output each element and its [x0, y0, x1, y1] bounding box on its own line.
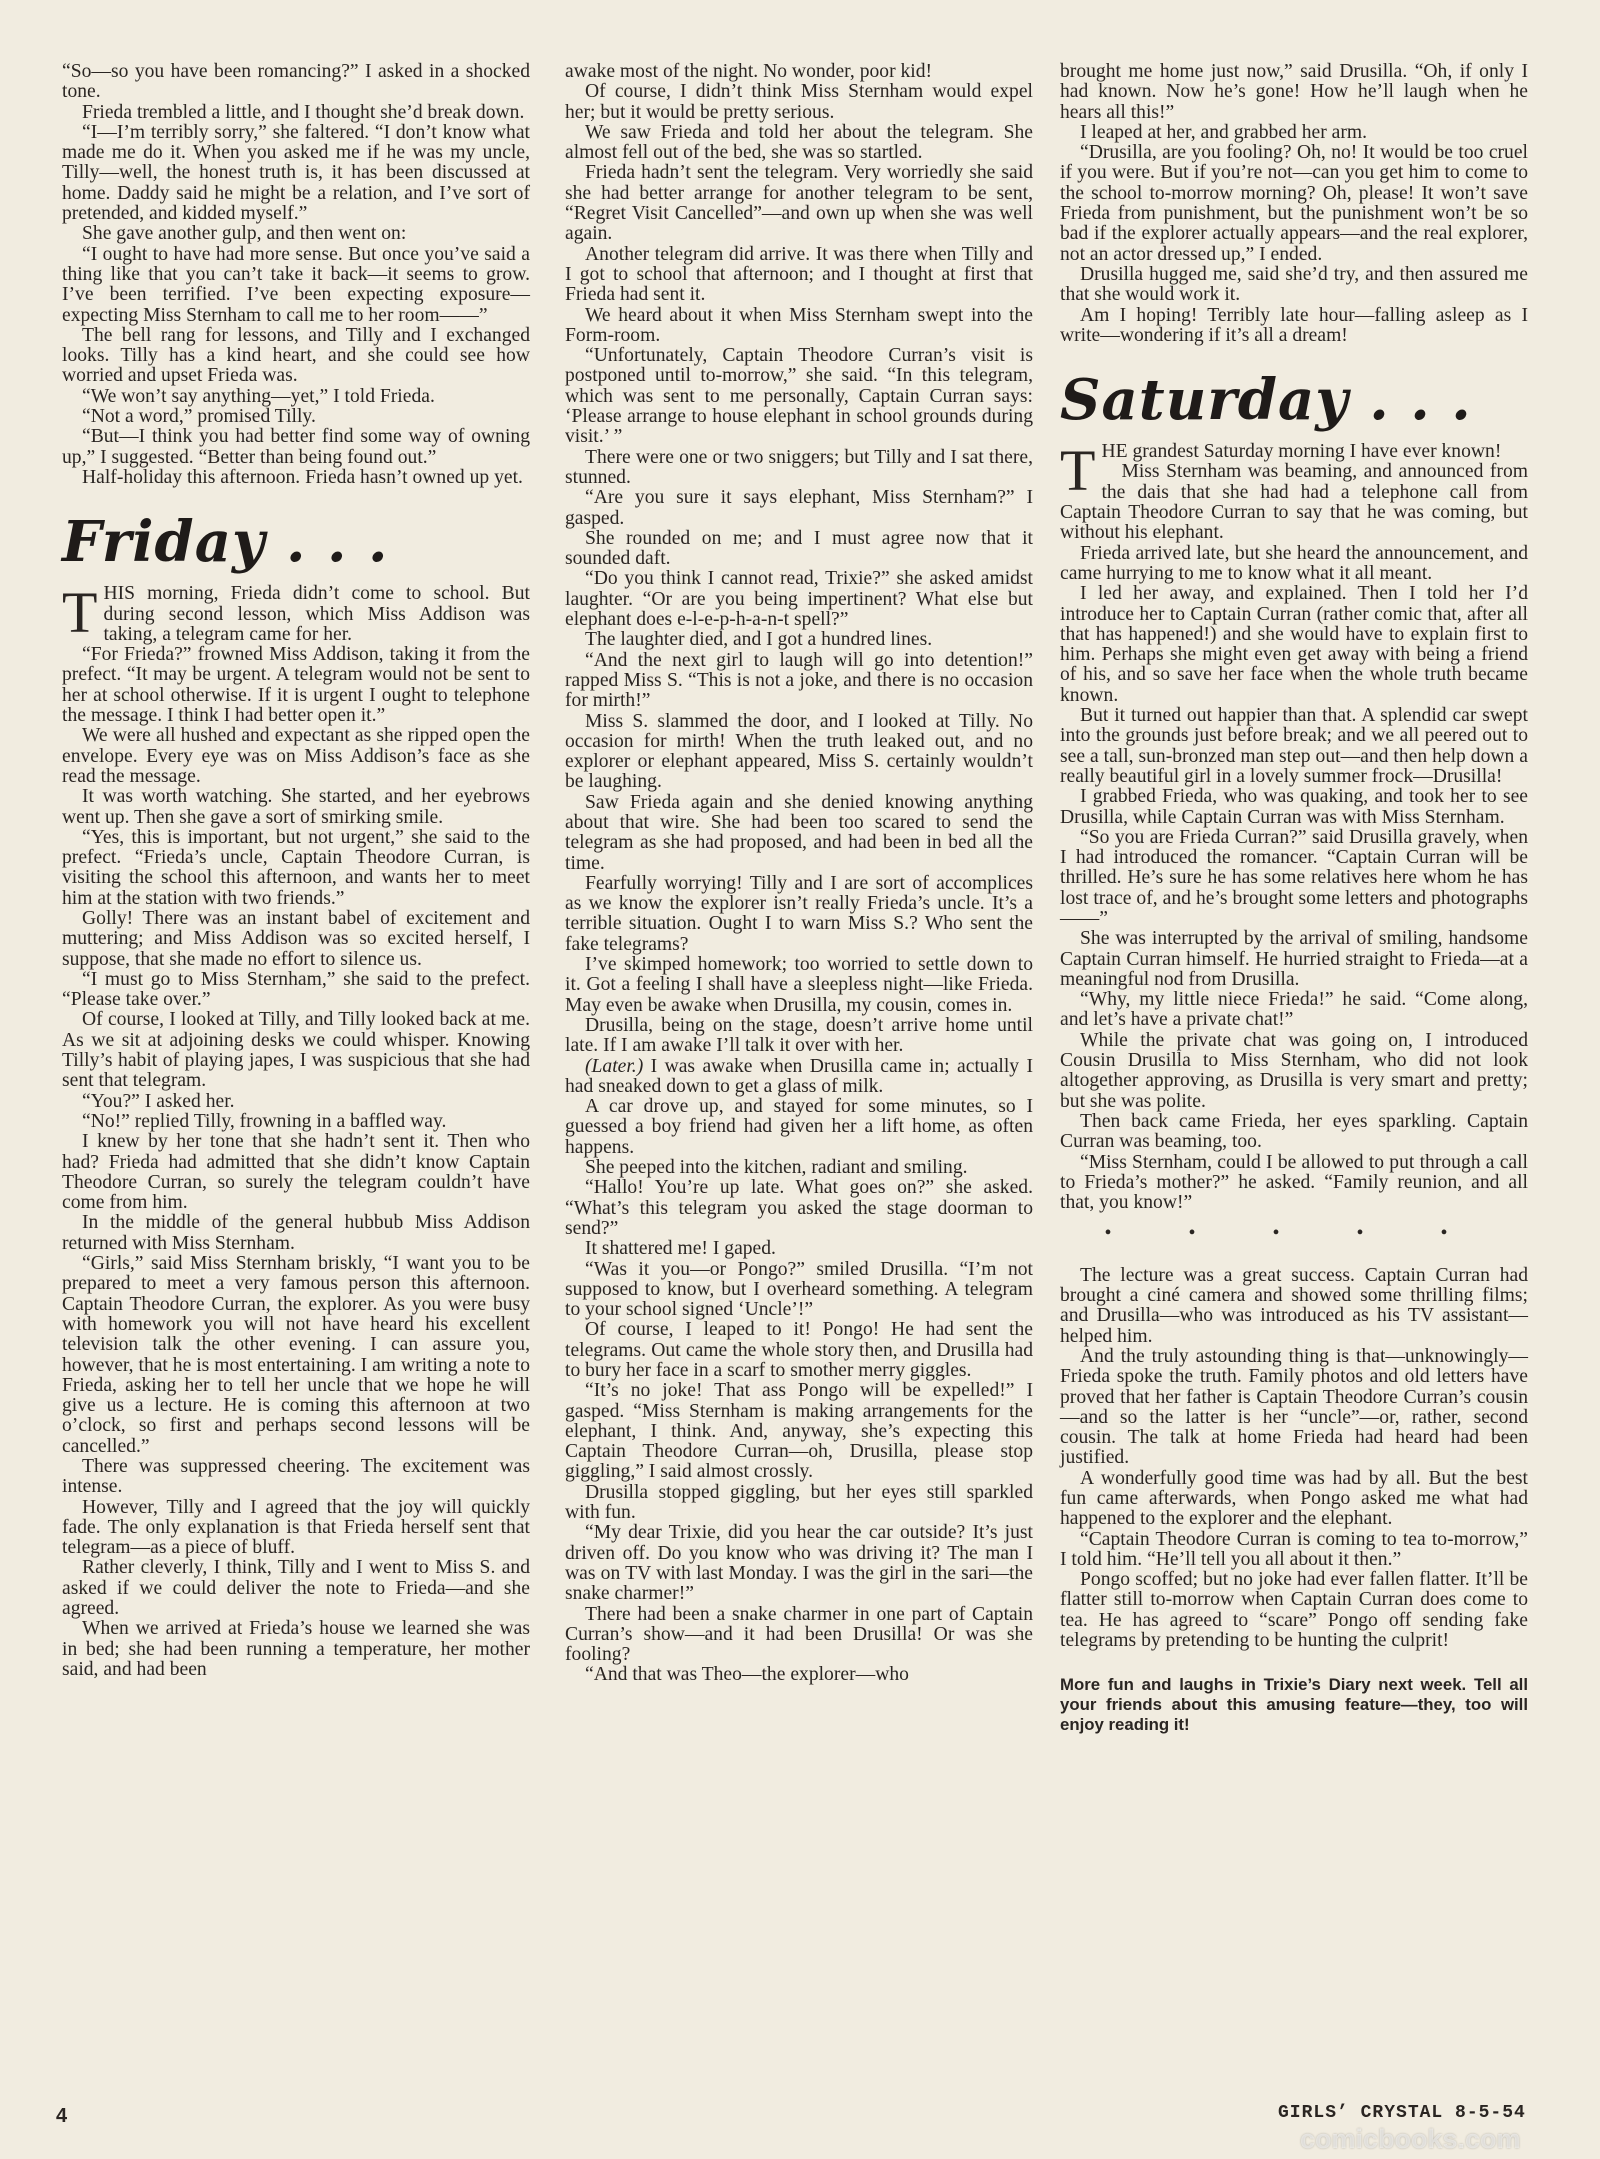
paragraph-text: I’ve skimped homework; too worried to settle down to it. Got a feeling I shall have a sleepless night—like Frieda. May even be awake when Drusilla, my cousin, comes in. [565, 954, 1033, 1016]
paragraph [565, 1158, 1033, 1178]
paragraph-text: Then back came Frieda, her eyes sparkling. Captain Curran was beaming, too. [1060, 1110, 1528, 1153]
paragraph-text: Another telegram did arrive. It was there when Tilly and I got to school that afternoon; and I thought at first that Frieda had sent it. [565, 243, 1033, 306]
paragraph-text: “Miss Sternham, could I be allowed to put through a call to Frieda’s mother?” he asked. “Family reunion, and all that, you know!” [1060, 1151, 1528, 1214]
paragraph [1060, 1153, 1528, 1214]
paragraph [565, 1665, 1033, 1685]
paragraph [62, 468, 530, 488]
paragraph-text: Of course, I looked at Tilly, and Tilly looked back at me. As we sit at adjoining desks we could whisper. Knowing Tilly’s habit of playing japes, I was suspicious that she had sent that telegram. [62, 1009, 530, 1092]
paragraph [62, 1112, 530, 1132]
paragraph-text: “Unfortunately, Captain Theodore Curran’s visit is postponed until to-morrow,” she said. “In this telegram, which was sent to me personally, Captain Curran says: ‘Please arrange to house elephant in school grounds during visit.’ ” [565, 345, 1033, 448]
paragraph [62, 1092, 530, 1112]
paragraph [62, 103, 530, 123]
friday-paragraphs [62, 580, 530, 1680]
paragraph-text: “Captain Theodore Curran is coming to tea to-morrow,” I told him. “He’ll tell you all about it then.” [1060, 1528, 1528, 1570]
saturday-heading: Saturday . . . [1060, 367, 1472, 434]
paragraph-text: “No!” replied Tilly, frowning in a baffled way. [82, 1110, 447, 1132]
paragraph-text: Frieda hadn’t sent the telegram. Very worriedly she said she had better arrange for another telegram to be sent, “Regret Visit Cancelled”—and own up when she was well again. [565, 162, 1033, 245]
column-2 [565, 62, 1033, 1686]
paragraph [62, 326, 530, 387]
paragraph-text: Saw Frieda again and she denied knowing anything about that wire. She had been too scared to send the telegram as she had proposed, and had been in bed all the time. [565, 791, 1033, 874]
paragraph [62, 1558, 530, 1619]
saturday-ending-paragraphs [1060, 1266, 1528, 1652]
paragraph [565, 1523, 1033, 1604]
paragraph-text: I was awake when Drusilla came in; actually I had sneaked down to get a glass of milk. [565, 1055, 1033, 1097]
paragraph [565, 1483, 1033, 1524]
paragraph [62, 1619, 530, 1680]
paragraph [1060, 544, 1528, 585]
paragraph-text: “You?” I asked her. [82, 1090, 235, 1112]
paragraph [62, 1010, 530, 1091]
paragraph [565, 1260, 1033, 1321]
paragraph [565, 1057, 1033, 1098]
paragraph [565, 123, 1033, 164]
paragraph [565, 488, 1033, 529]
magazine-title-date: GIRLS’ CRYSTAL 8-5-54 [1278, 2103, 1526, 2123]
paragraph-text: Drusilla stopped giggling, but her eyes still sparkled with fun. [565, 1481, 1033, 1524]
paragraph [565, 346, 1033, 447]
drop-cap: T [62, 580, 98, 646]
paragraph [62, 1498, 530, 1559]
paragraph [62, 1457, 530, 1498]
paragraph-text: A car drove up, and stayed for some minutes, so I guessed a boy friend had given her a lift home, as often happens. [565, 1096, 1033, 1158]
paragraph-text: She gave another gulp, and then went on: [82, 223, 407, 245]
paragraph-text: brought me home just now,” said Drusilla. “Oh, if only I had known. Now he’s gone! How he’ll laugh when he hears all this!” [1060, 61, 1528, 123]
paragraph [1060, 265, 1528, 306]
paragraph [62, 123, 530, 224]
paragraph-text: Golly! There was an instant babel of excitement and muttering; and Miss Addison was so excited herself, I suppose, that she made no effort to silence us. [62, 907, 530, 970]
paragraph-text: There were one or two sniggers; but Tilly and I sat there, stunned. [565, 446, 1033, 488]
paragraph [565, 1320, 1033, 1381]
paragraph [62, 726, 530, 787]
paragraph [62, 62, 530, 103]
paragraph-text: However, Tilly and I agreed that the joy will quickly fade. The only explanation is that Frieda herself sent that telegram—as a piece of bluff. [62, 1496, 530, 1559]
paragraph [62, 909, 530, 970]
paragraph-text: “So—so you have been romancing?” I asked in a shocked tone. [62, 61, 530, 103]
paragraph-text: We heard about it when Miss Sternham swept into the Form-room. [565, 304, 1033, 346]
paragraph [62, 427, 530, 468]
column-2-paragraphs [565, 62, 1033, 1686]
paragraph-text: “Girls,” said Miss Sternham briskly, “I want you to be prepared to meet a very famous person this afternoon. Captain Theodore Curran, the explorer. As you were busy with homework you will not have heard his excellent television talk the other evening. I can assure you, however, that he is most entertaining. I am writing a note to Frieda, asking her to tell her uncle that we hope he will give us a lecture. He is coming this afternoon at two o’clock, so first and perhaps second lessons will be cancelled.” [62, 1253, 530, 1457]
paragraph [1060, 1266, 1528, 1347]
paragraph-text: “Why, my little niece Frieda!” he said. “Come along, and let’s have a private chat!” [1060, 989, 1528, 1031]
paragraph-text: Of course, I didn’t think Miss Sternham would expel her; but it would be pretty serious. [565, 81, 1033, 123]
paragraph-text: “So you are Frieda Curran?” said Drusilla gravely, when I had introduced the romancer. “Captain Curran will be thrilled. He’s sure he has some relatives here whom he has lost trace of, and he’s brought some letters and photographs——” [1060, 826, 1528, 929]
paragraph-text: Am I hoping! Terribly late hour—falling asleep as I write—wondering if it’s all a dream! [1060, 304, 1528, 346]
paragraph [1060, 1570, 1528, 1651]
paragraph-text: I led her away, and explained. Then I told her I’d introduce her to Captain Curran (rather comic that, after all that has happened!) and she would have to explain first to him. Perhaps she might even get away with being a friend of his, and so save her face when the whole truth became known. [1060, 583, 1528, 706]
paragraph-text: “Do you think I cannot read, Trixie?” she asked amidst laughter. “Or are you being impertinent? What else but elephant does e-l-e-p-h-a-n-t spell?” [565, 568, 1033, 631]
paragraph-text: “But—I think you had better find some way of owning up,” I suggested. “Better than being found out.” [62, 426, 530, 468]
paragraph-text: In the middle of the general hubbub Miss Addison returned with Miss Sternham. [62, 1212, 530, 1254]
next-week-promo: More fun and laughs in Trixie’s Diary next week. Tell all your friends about this amusing feature—they, too will enjoy reading it! [1060, 1675, 1528, 1735]
paragraph [1060, 143, 1528, 265]
paragraph [565, 569, 1033, 630]
paragraph [565, 1016, 1033, 1057]
paragraph-text: “Not a word,” promised Tilly. [82, 406, 316, 428]
paragraph [565, 306, 1033, 347]
drop-cap: T [1060, 438, 1096, 504]
paragraph-text: “Are you sure it says elephant, Miss Sternham?” I gasped. [565, 487, 1033, 529]
paragraph-text: “Drusilla, are you fooling? Oh, no! It would be too cruel if you were. But if you’re not—can you get him to come to the school to-morrow morning? Oh, please! It won’t save Frieda from punishment, but the punishment won’t be so bad if the explorer actually appears—and the real explorer, not an actor dressed up,” I ended. [1060, 142, 1528, 265]
column-3 [1060, 62, 1528, 1735]
paragraph-text: “Was it you—or Pongo?” smiled Drusilla. “I’m not supposed to know, but I overheard something. A telegram to your school signed ‘Uncle’!” [565, 1258, 1033, 1321]
watermark: comicbooks.com [1300, 2124, 1521, 2154]
paragraph-text: Pongo scoffed; but no joke had ever fallen flatter. It’ll be flatter still to-morrow when Captain Curran does come to tea. He has agreed to “scare” Pongo off sending fake telegrams by pretending to be hunting the culprit! [1060, 1569, 1528, 1652]
paragraph [1060, 1112, 1528, 1153]
paragraph-text: Of course, I leaped to it! Pongo! He had sent the telegrams. Out came the whole story then, and Drusilla had to bury her face in a scarf to smother merry giggles. [565, 1319, 1033, 1381]
paragraph-text: There was suppressed cheering. The excitement was intense. [62, 1456, 530, 1498]
paragraph [1060, 584, 1528, 706]
paragraph [565, 651, 1033, 712]
paragraph-text: But it turned out happier than that. A splendid car swept into the grounds just before break; and we all peered out to see a tall, sun-bronzed man step out—and then help down a really beautiful girl in a lovely summer frock—Drusilla! [1060, 705, 1528, 787]
paragraph-text: HIS morning, Frieda didn’t come to school. But during second lesson, which Miss Addison was taking, a telegram came for her. [103, 583, 530, 645]
paragraph [1060, 123, 1528, 143]
paragraph [565, 1381, 1033, 1482]
page-number: 4 [56, 2105, 68, 2127]
column-1-paragraphs-before [62, 62, 530, 488]
paragraph-text: “I—I’m terribly sorry,” she faltered. “I don’t know what made me do it. When you asked me if he was my uncle, Tilly—well, the honest truth is, it has been discussed at home. Daddy said he might be a relation, and I’ve sort of pretended, and kidded myself.” [62, 121, 530, 225]
later-marker: (Later.) [585, 1055, 644, 1077]
paragraph-text: There had been a snake charmer in one part of Captain Curran’s show—and it had been Drusilla! Or was she fooling? [565, 1603, 1033, 1666]
paragraph-text: I leaped at her, and grabbed her arm. [1080, 121, 1367, 143]
paragraph [565, 529, 1033, 570]
paragraph-text: It was worth watching. She started, and her eyebrows went up. Then she gave a sort of smirking smile. [62, 786, 530, 828]
paragraph [565, 1605, 1033, 1666]
paragraph-text: Half-holiday this afternoon. Frieda hasn’t owned up yet. [82, 466, 523, 488]
paragraph-text: When we arrived at Frieda’s house we learned she was in bed; she had been running a temperature, her mother said, and had been [62, 1618, 530, 1680]
paragraph [62, 407, 530, 427]
paragraph-text: A wonderfully good time was had by all. But the best fun came afterwards, when Pongo asked me what had happened to the explorer and the elephant. [1060, 1467, 1528, 1530]
paragraph-text: It shattered me! I gaped. [585, 1238, 776, 1260]
paragraph [62, 1254, 530, 1457]
paragraph [62, 1132, 530, 1213]
paragraph [1060, 828, 1528, 929]
paragraph [1060, 1469, 1528, 1530]
paragraph-text: Frieda trembled a little, and I thought she’d break down. [82, 101, 525, 123]
paragraph-text: The bell rang for lessons, and Tilly and I exchanged looks. Tilly has a kind heart, and she could see how worried and upset Frieda was. [62, 324, 530, 387]
section-divider: • • • • • [1104, 1222, 1484, 1245]
column-3-paragraphs-before [1060, 62, 1528, 346]
paragraph [565, 1178, 1033, 1239]
paragraph [62, 387, 530, 407]
paragraph-text: Miss Sternham was beaming, and announced from the dais that she had had a telephone call from Captain Theodore Curran to say that he was coming, but without his elephant. [1060, 461, 1528, 544]
paragraph [62, 224, 530, 244]
paragraph-text: “My dear Trixie, did you hear the car outside? It’s just driven off. Do you know who was driving it? The man I was on TV with last Monday. I was the girl in the sari—the snake charmer!” [565, 1522, 1033, 1605]
paragraph [1060, 1347, 1528, 1469]
paragraph-text: Drusilla hugged me, said she’d try, and then assured me that she would work it. [1060, 263, 1528, 306]
paragraph [1060, 306, 1528, 347]
paragraph [1060, 787, 1528, 828]
paragraph [565, 712, 1033, 793]
paragraph [565, 448, 1033, 489]
paragraph-text: The laughter died, and I got a hundred lines. [585, 629, 933, 651]
paragraph-text: And the truly astounding thing is that—unknowingly—Frieda spoke the truth. Family photos and old letters have proved that her father is Captain Theodore Curran’s cousin—and so the latter is her “uncle”—or, rather, second cousin. The talk at home Frieda had heard had been justified. [1060, 1345, 1528, 1469]
paragraph [565, 245, 1033, 306]
paragraph [565, 82, 1033, 123]
paragraph-text: “Yes, this is important, but not urgent,” she said to the prefect. “Frieda’s uncle, Captain Theodore Curran, is visiting the school this afternoon, and wants her to meet him at the station with two friends.” [62, 826, 530, 909]
paragraph [565, 62, 1033, 82]
paragraph-text: We were all hushed and expectant as she ripped open the envelope. Every eye was on Miss Addison’s face as she read the message. [62, 725, 530, 787]
paragraph-text: She was interrupted by the arrival of smiling, handsome Captain Curran himself. He hurried straight to Frieda—at a meaningful nod from Drusilla. [1060, 928, 1528, 990]
paragraph-text: She rounded on me; and I must agree now that it sounded daft. [565, 527, 1033, 570]
paragraph [62, 970, 530, 1011]
paragraph [62, 1213, 530, 1254]
paragraph [1060, 706, 1528, 787]
column-1 [62, 62, 530, 1680]
paragraph-text: Fearfully worrying! Tilly and I are sort of accomplices as we know the explorer isn’t really Frieda’s uncle. It’s a terrible situation. Ought I to warn Miss S.? Who sent the fake telegrams? [565, 872, 1033, 955]
paragraph-text: I knew by her tone that she hadn’t sent it. Then who had? Frieda had admitted that she didn’t know Captain Theodore Curran, so surely the telegram couldn’t have come from him. [62, 1131, 530, 1214]
paragraph [1060, 1530, 1528, 1571]
paragraph [565, 793, 1033, 874]
paragraph [1060, 990, 1528, 1031]
paragraph [62, 828, 530, 909]
saturday-paragraphs [1060, 438, 1528, 1214]
paragraph-text: She peeped into the kitchen, radiant and smiling. [585, 1157, 968, 1179]
paragraph-text: We saw Frieda and told her about the telegram. She almost fell out of the bed, she was so startled. [565, 121, 1033, 164]
paragraph-text: HE grandest Saturday morning I have ever known! [1101, 441, 1502, 463]
paragraph [1060, 929, 1528, 990]
paragraph [1060, 1031, 1528, 1112]
paragraph [62, 580, 530, 646]
paragraph-text: “Hallo! You’re up late. What goes on?” she asked. “What’s this telegram you asked the stage doorman to send?” [565, 1177, 1033, 1239]
paragraph-text: “We won’t say anything—yet,” I told Frieda. [82, 385, 435, 407]
paragraph-text: Frieda arrived late, but she heard the announcement, and came hurrying to me to know what it all meant. [1060, 542, 1528, 584]
paragraph-text: “And that was Theo—the explorer—who [585, 1664, 909, 1686]
paragraph [62, 645, 530, 726]
paragraph-text: “And the next girl to laugh will go into detention!” rapped Miss S. “This is not a joke, and there is no occasion for mirth!” [565, 649, 1033, 712]
paragraph [1060, 62, 1528, 123]
paragraph [565, 955, 1033, 1016]
paragraph [1060, 462, 1528, 543]
paragraph-text: Rather cleverly, I think, Tilly and I went to Miss S. and asked if we could deliver the note to Frieda—and she agreed. [62, 1557, 530, 1620]
friday-heading: Friday . . . [62, 509, 389, 576]
paragraph-text: “It’s no joke! That ass Pongo will be expelled!” I gasped. “Miss Sternham is making arrangements for the elephant, I think. And, anyway, she’s expecting this Captain Theodore Curran—oh, Drusilla, please stop giggling,” I said almost crossly. [565, 1380, 1033, 1483]
paragraph [565, 630, 1033, 650]
paragraph-text: Drusilla, being on the stage, doesn’t arrive home until late. If I am awake I’ll talk it over with her. [565, 1014, 1033, 1057]
paragraph-text: awake most of the night. No wonder, poor kid! [565, 61, 933, 82]
paragraph-text: “I must go to Miss Sternham,” she said to the prefect. “Please take over.” [62, 968, 530, 1011]
paragraph [565, 874, 1033, 955]
paragraph [565, 1097, 1033, 1158]
paragraph [62, 245, 530, 326]
paragraph-text: While the private chat was going on, I introduced Cousin Drusilla to Miss Sternham, who did not look altogether approving, as Drusilla is very smart and pretty; but she was polite. [1060, 1029, 1528, 1112]
paragraph-text: The lecture was a great success. Captain Curran had brought a ciné camera and showed some thrilling films; and Drusilla—who was introduced as his TV assistant—helped him. [1060, 1264, 1528, 1347]
paragraph-text: “For Frieda?” frowned Miss Addison, taking it from the prefect. “It may be urgent. A telegram would not be sent to her at school otherwise. If it is urgent I ought to telephone the message. I think I had better open it.” [62, 644, 530, 727]
paragraph [565, 163, 1033, 244]
paragraph-text: “I ought to have had more sense. But once you’ve said a thing like that you can’t take it back—it seems to grow. I’ve been terrified. I’ve been expecting exposure—expecting Miss Sternham to call me to her room——” [62, 243, 530, 326]
paragraph-text: Miss S. slammed the door, and I looked at Tilly. No occasion for mirth! When the truth leaked out, and no explorer or elephant appeared, Miss S. certainly wouldn’t be laughing. [565, 710, 1033, 793]
paragraph [565, 1239, 1033, 1259]
paragraph [62, 787, 530, 828]
paragraph-text: I grabbed Frieda, who was quaking, and took her to see Drusilla, while Captain Curran was with Miss Sternham. [1060, 786, 1528, 828]
